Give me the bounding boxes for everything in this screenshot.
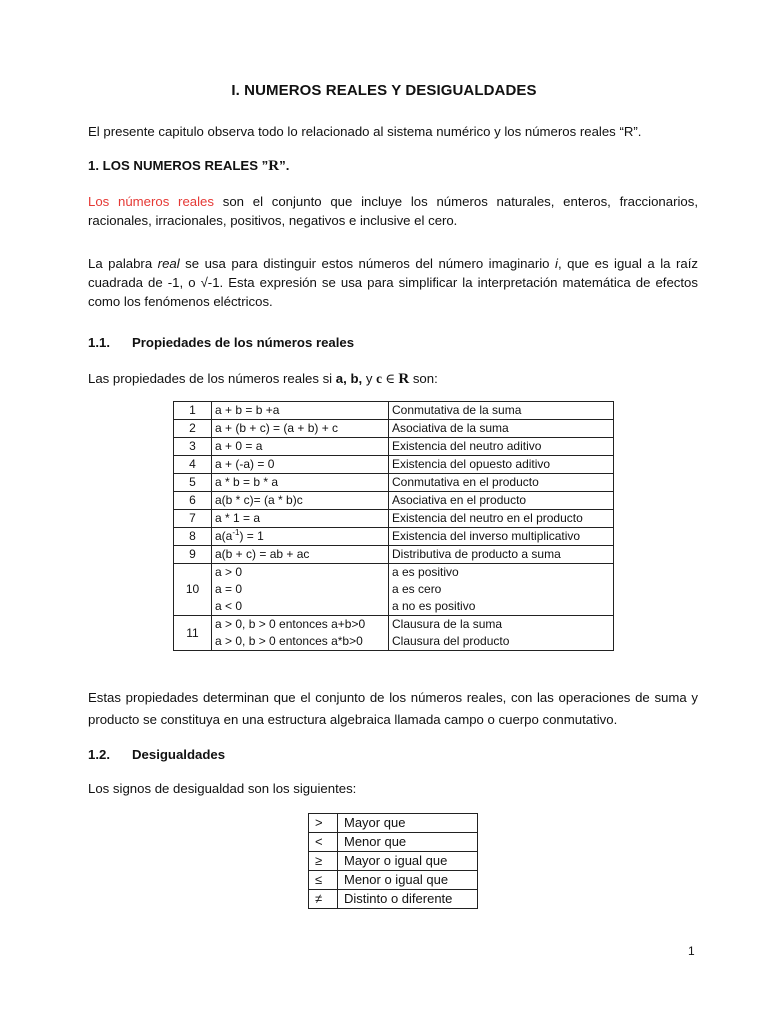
prop-number: 6 <box>174 492 212 510</box>
section-1-symbol: R <box>268 158 280 174</box>
prop-description: Asociativa de la suma <box>389 420 614 438</box>
definition-paragraph <box>88 192 698 230</box>
real-paragraph <box>88 254 698 311</box>
table-row <box>309 814 478 833</box>
table-row <box>309 833 478 852</box>
table-row <box>174 420 614 438</box>
prop-number: 10 <box>174 564 212 616</box>
table-row <box>174 528 614 546</box>
prop-description-line: a no es positivo <box>392 599 476 613</box>
prop-expression: a + 0 = a <box>212 438 389 456</box>
section-1-2-number: 1.2. <box>88 747 110 762</box>
table-row <box>174 546 614 564</box>
element-of-symbol: ∈ <box>381 371 399 386</box>
prop-expression: a + (b + c) = (a + b) + c <box>212 420 389 438</box>
prop-description: Existencia del opuesto aditivo <box>389 456 614 474</box>
prop-expression: a(b * c)= (a * b)c <box>212 492 389 510</box>
table-row <box>174 438 614 456</box>
prop-description: Conmutativa de la suma <box>389 402 614 420</box>
prop-description: Asociativa en el producto <box>389 492 614 510</box>
prop-description <box>389 616 614 651</box>
sign-symbol: ≤ <box>309 871 338 890</box>
section-1-label: 1. LOS NUMEROS REALES ” <box>88 158 269 173</box>
prop-expression-line: a = 0 <box>215 582 243 596</box>
prop-description: Conmutativa en el producto <box>389 474 614 492</box>
props-intro-text: Las propiedades de los números reales si <box>88 371 336 386</box>
prop-number: 3 <box>174 438 212 456</box>
table-row <box>174 616 614 651</box>
prop-expression-line: a < 0 <box>215 599 243 613</box>
real-text-a: La palabra <box>88 256 158 271</box>
section-1-2-title: Desigualdades <box>132 747 226 762</box>
prop-expression-part: ) = 1 <box>239 529 264 543</box>
prop-expression-part: a(a <box>215 529 233 543</box>
props-intro-c: c <box>376 371 382 386</box>
sign-meaning: Distinto o diferente <box>338 890 478 909</box>
prop-expression: a + b = b +a <box>212 402 389 420</box>
real-text-b: se usa para distinguir estos números del número imaginario <box>179 256 556 271</box>
prop-description-line: a es positivo <box>392 565 459 579</box>
sign-meaning: Menor que <box>338 833 478 852</box>
props-intro-vars: a, b, <box>335 371 363 386</box>
section-1-1-title: Propiedades de los números reales <box>132 335 355 350</box>
prop-description: Existencia del inverso multiplicativo <box>389 528 614 546</box>
definition-highlight: Los números reales <box>88 194 214 209</box>
prop-number: 1 <box>174 402 212 420</box>
sign-meaning: Menor o igual que <box>338 871 478 890</box>
prop-number: 2 <box>174 420 212 438</box>
prop-description-line: Clausura de la suma <box>392 617 503 631</box>
prop-description: Distributiva de producto a suma <box>389 546 614 564</box>
prop-description <box>389 564 614 616</box>
props-intro-son: son: <box>409 371 438 386</box>
prop-number: 7 <box>174 510 212 528</box>
prop-expression <box>212 616 389 651</box>
section-1-1-heading <box>88 333 698 352</box>
definition-text: son el conjunto que incluye los números naturales, enteros, fraccionarios, racionales, irracionales, positivos, negativos e inclusive el cero <box>88 194 698 228</box>
section-1-1-number: 1.1. <box>88 335 110 350</box>
prop-expression <box>212 564 389 616</box>
prop-expression: a * b = b * a <box>212 474 389 492</box>
table-row <box>309 890 478 909</box>
props-intro-R: R <box>398 371 410 387</box>
properties-table <box>173 401 614 651</box>
prop-number: 8 <box>174 528 212 546</box>
prop-description: Existencia del neutro en el producto <box>389 510 614 528</box>
chapter-title: I. NUMEROS REALES Y DESIGUALDADES <box>231 82 537 99</box>
definition-end: . <box>453 213 458 228</box>
prop-expression: a(b + c) = ab + ac <box>212 546 389 564</box>
prop-number: 11 <box>174 616 212 651</box>
table-row <box>174 564 614 616</box>
properties-intro <box>88 369 698 389</box>
section-1-tail: ”. <box>279 158 290 173</box>
sign-meaning: Mayor que <box>338 814 478 833</box>
section-1-2-heading <box>88 745 698 764</box>
props-intro-y: y <box>362 371 377 386</box>
real-text-c: , que es igual a la raíz cuadrada de -1, o √-1. Esta expresión se usa para simplificar la interpretación matemática de efectos como los fenómenos eléctricos. <box>88 256 698 309</box>
page-number: 1 <box>688 944 695 958</box>
prop-expression-line: a > 0, b > 0 entonces a+b>0 <box>215 617 366 631</box>
prop-expression-line: a > 0 <box>215 565 243 579</box>
table-row <box>174 402 614 420</box>
table-row <box>174 510 614 528</box>
prop-expression: a * 1 = a <box>212 510 389 528</box>
section-1-heading <box>88 156 698 176</box>
table-row <box>309 871 478 890</box>
prop-expression <box>212 528 389 546</box>
sign-symbol: ≥ <box>309 852 338 871</box>
signs-intro: Los signos de desigualdad son los siguientes: <box>88 781 357 796</box>
imaginary-i: i <box>555 256 558 271</box>
prop-expression-line: a > 0, b > 0 entonces a*b>0 <box>215 634 363 648</box>
prop-number: 4 <box>174 456 212 474</box>
sign-symbol: ≠ <box>309 890 338 909</box>
prop-number: 5 <box>174 474 212 492</box>
after-table-paragraph: Estas propiedades determinan que el conjunto de los números reales, con las operaciones de suma y producto se constituya en una estructura algebraica llamada campo o cuerpo conmutativo. <box>88 690 698 727</box>
intro-paragraph: El presente capitulo observa todo lo relacionado al sistema numérico y los números reales “R”. <box>88 124 642 139</box>
sign-meaning: Mayor o igual que <box>338 852 478 871</box>
inequality-signs-table <box>308 813 478 909</box>
prop-expression: a + (-a) = 0 <box>212 456 389 474</box>
prop-expression-superscript: -1 <box>232 528 240 537</box>
sign-symbol: < <box>309 833 338 852</box>
prop-description-line: a es cero <box>392 582 442 596</box>
table-row <box>174 492 614 510</box>
real-word: real <box>157 256 180 271</box>
table-row <box>309 852 478 871</box>
sign-symbol: > <box>309 814 338 833</box>
table-row <box>174 456 614 474</box>
prop-description: Existencia del neutro aditivo <box>389 438 614 456</box>
prop-description-line: Clausura del producto <box>392 634 510 648</box>
table-row <box>174 474 614 492</box>
prop-number: 9 <box>174 546 212 564</box>
